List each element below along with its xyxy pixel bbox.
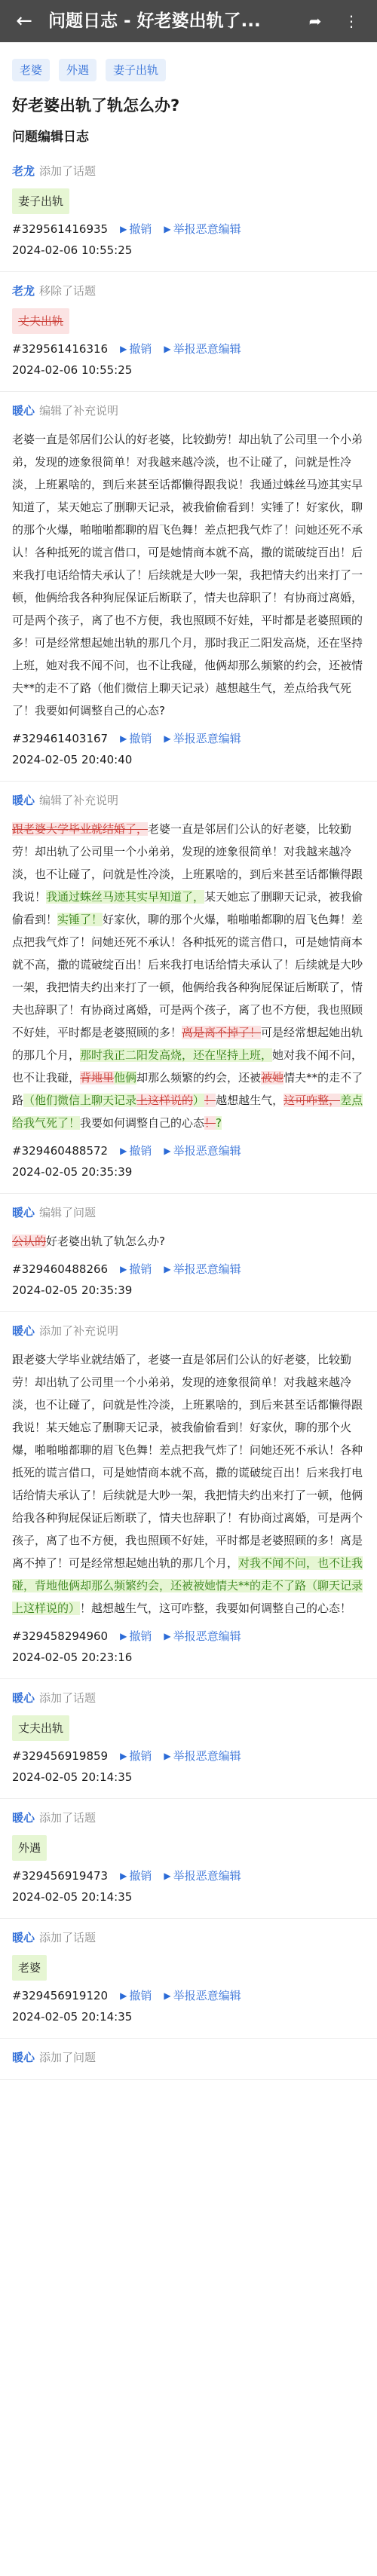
revoke-button[interactable]: [120, 1626, 152, 1647]
triangle-icon: ▶: [164, 1631, 171, 1641]
deleted-text: 上这样说的: [136, 1094, 194, 1107]
diff-text: [12, 1348, 365, 1620]
editor-username[interactable]: 暖心: [12, 404, 35, 418]
revoke-label: 撤销: [129, 222, 152, 236]
report-button[interactable]: [164, 1985, 241, 2006]
removed-topic-chip: 丈夫出轨: [12, 308, 69, 334]
diff-text: [12, 1230, 365, 1253]
edit-action-text: 添加了补充说明: [39, 1324, 119, 1338]
back-arrow-icon[interactable]: ←: [16, 10, 32, 32]
question-title[interactable]: 好老婆出轨了轨怎么办?: [12, 96, 180, 115]
edit-timestamp: 2024-02-06 10:55:25: [12, 243, 133, 257]
log-header: [12, 1320, 365, 1342]
log-header: [12, 1807, 365, 1829]
inserted-text: 对我不闻不问，也不让我碰，背地他俩却那么频繁约会，还被被她情夫**的走不了路（聊天记录上这样说的）: [12, 1556, 363, 1615]
report-label: 举报恶意编辑: [173, 1869, 241, 1883]
log-meta: [12, 728, 365, 770]
page-title: 问题日志 - 好老婆出轨了...: [48, 11, 261, 31]
unchanged-text: 某天她忘了删聊天记录，被我偷偷看到！: [12, 890, 363, 926]
deleted-text: ！: [204, 1116, 216, 1130]
triangle-icon: ▶: [164, 1751, 171, 1761]
report-button[interactable]: [164, 1745, 241, 1767]
revision-number: #329456919473: [12, 1869, 109, 1883]
report-button[interactable]: [164, 1259, 241, 1280]
log-meta: [12, 219, 365, 261]
log-meta: [12, 1865, 365, 1908]
report-label: 举报恶意编辑: [173, 1144, 241, 1158]
report-label: 举报恶意编辑: [173, 1749, 241, 1763]
report-button[interactable]: [164, 1140, 241, 1161]
triangle-icon: ▶: [120, 733, 127, 744]
edit-timestamp: 2024-02-05 20:23:16: [12, 1651, 133, 1664]
deleted-text: 背地里: [80, 1071, 115, 1085]
log-meta: [12, 1985, 365, 2027]
triangle-icon: ▶: [164, 1146, 171, 1156]
edit-log-entry: [0, 392, 377, 782]
unchanged-text: 却那么频繁的约会，还被: [136, 1071, 262, 1085]
revision-number: #329456919120: [12, 1989, 109, 2002]
edit-timestamp: 2024-02-05 20:14:35: [12, 1890, 133, 1904]
triangle-icon: ▶: [164, 1990, 171, 2001]
revoke-button[interactable]: [120, 1865, 152, 1886]
log-meta: [12, 1626, 365, 1668]
edit-log-entry: [0, 2039, 377, 2080]
edit-log-entry: [0, 782, 377, 1194]
log-header: [12, 1926, 365, 1949]
topic-tag[interactable]: 老婆: [12, 59, 50, 81]
top-bar: [0, 0, 377, 42]
edit-log-entry: [0, 1799, 377, 1919]
unchanged-text: ！越想越生气，这可咋整，我要如何调整自己的心态！: [80, 1602, 352, 1615]
log-meta: [12, 338, 365, 381]
revoke-button[interactable]: [120, 219, 152, 240]
editor-username[interactable]: 老龙: [12, 164, 35, 178]
revoke-label: 撤销: [129, 1262, 152, 1276]
inserted-text: ）: [193, 1094, 205, 1107]
editor-username[interactable]: 老龙: [12, 284, 35, 298]
log-header: [12, 1201, 365, 1224]
inserted-text: （他们微信上聊天记录: [23, 1094, 137, 1107]
triangle-icon: ▶: [120, 1264, 127, 1274]
report-label: 举报恶意编辑: [173, 1629, 241, 1643]
edit-timestamp: 2024-02-05 20:14:35: [12, 2010, 133, 2024]
revoke-label: 撤销: [129, 732, 152, 745]
deleted-text: 跟老婆大学毕业就结婚了，: [12, 822, 149, 836]
inserted-text: 我通过蛛丝马迹其实早知道了，: [46, 890, 205, 904]
editor-username[interactable]: 暖心: [12, 794, 35, 807]
topic-tags: [0, 42, 377, 89]
editor-username[interactable]: 暖心: [12, 2051, 35, 2064]
edit-log-entry: [0, 1919, 377, 2039]
editor-username[interactable]: 暖心: [12, 1206, 35, 1219]
triangle-icon: ▶: [164, 733, 171, 744]
log-header: [12, 1687, 365, 1709]
deleted-text: 这可咋整，: [284, 1094, 341, 1107]
edit-action-text: 移除了话题: [39, 284, 97, 298]
revoke-label: 撤销: [129, 1629, 152, 1643]
unchanged-text: 可是经常想起她出轨的那几个月，: [12, 1026, 363, 1062]
triangle-icon: ▶: [164, 1264, 171, 1274]
log-meta: [12, 1140, 365, 1182]
revoke-button[interactable]: [120, 338, 152, 359]
edit-action-text: 添加了话题: [39, 1691, 97, 1705]
unchanged-text: 越想越生气，: [216, 1094, 284, 1107]
report-button[interactable]: [164, 728, 241, 749]
log-header: [12, 280, 365, 302]
added-topic-chip: 老婆: [12, 1955, 47, 1981]
edit-log-entry: [0, 1679, 377, 1799]
inserted-text: 实锤了！: [57, 913, 103, 926]
diff-text: [12, 428, 365, 722]
unchanged-text: 跟老婆大学毕业就结婚了，老婆一直是邻居们公认的好老婆，比较勤劳！却出轨了公司里一个小弟弟，发现的迹象很简单！对我越来越冷淡，也不让碰了，问就是性冷淡，上班累啥的，到后来甚至话都懒得跟我说！某天她忘了删聊天记录，被我偷偷看到！好家伙，聊的那个火爆，啪啪啪都聊的眉飞色舞！差点把我气炸了！问她还死不承认！各种抵死的谎言借口，可是她情商本就不高，撒的谎破绽百出！后来我打电话给情夫承认了！后续就是大吵一架，我把情夫约出来打了一顿，他俩给我各种狗屁保证后断联了，情夫也辞职了！有协商过离婚，可是两个孩子，离了也不方便，我也照顾不好娃，平时都是老婆照顾的多！离是离不掉了！可是经常想起她出轨的那几个月，: [12, 1353, 363, 1570]
triangle-icon: ▶: [120, 1751, 127, 1761]
unchanged-text: 好老婆出轨了轨怎么办?: [46, 1234, 165, 1248]
report-button[interactable]: [164, 1865, 241, 1886]
revision-number: #329458294960: [12, 1629, 109, 1643]
revoke-label: 撤销: [129, 342, 152, 356]
edit-action-text: 添加了话题: [39, 164, 97, 178]
log-meta: [12, 1745, 365, 1788]
triangle-icon: ▶: [120, 1871, 127, 1881]
revision-number: #329561416316: [12, 342, 109, 356]
revision-number: #329460488572: [12, 1144, 109, 1158]
inserted-text: ?: [216, 1116, 222, 1130]
inserted-text: 差点给我气死了！: [12, 1094, 363, 1130]
log-header: [12, 789, 365, 812]
edit-action-text: 编辑了补充说明: [39, 404, 119, 418]
report-button[interactable]: [164, 338, 241, 359]
report-label: 举报恶意编辑: [173, 222, 241, 236]
deleted-text: 离是离不掉了！: [182, 1026, 262, 1039]
edit-action-text: 添加了话题: [39, 1931, 97, 1944]
added-topic-chip: 丈夫出轨: [12, 1715, 69, 1741]
editor-username[interactable]: 暖心: [12, 1931, 35, 1944]
triangle-icon: ▶: [120, 344, 127, 354]
triangle-icon: ▶: [120, 1146, 127, 1156]
inserted-text: 他俩: [114, 1071, 137, 1085]
triangle-icon: ▶: [120, 1631, 127, 1641]
revision-number: #329460488266: [12, 1262, 109, 1276]
edit-log-entry: [0, 272, 377, 392]
log-header: [12, 399, 365, 422]
inserted-text: 那时我正二阳发高烧，还在坚持上班，: [80, 1048, 273, 1062]
log-meta: [12, 1259, 365, 1301]
editor-username[interactable]: 暖心: [12, 1324, 35, 1338]
triangle-icon: ▶: [120, 224, 127, 234]
revoke-button[interactable]: [120, 1259, 152, 1280]
report-button[interactable]: [164, 219, 241, 240]
unchanged-text: 她对我不闻不问，也不让我碰，: [12, 1048, 363, 1085]
revoke-label: 撤销: [129, 1144, 152, 1158]
edit-log-list: [0, 152, 377, 2080]
edit-log-entry: [0, 1194, 377, 1312]
report-label: 举报恶意编辑: [173, 732, 241, 745]
unchanged-text: 情夫**的走不了路: [12, 1071, 363, 1107]
revoke-label: 撤销: [129, 1749, 152, 1763]
triangle-icon: ▶: [120, 1990, 127, 2001]
unchanged-text: 好家伙，聊的那个火爆，啪啪啪都聊的眉飞色舞！差点把我气炸了！问她还死不承认！各种抵死的谎言借口，可是她情商本就不高，撒的谎破绽百出！后来我打电话给情夫承认了！后续就是大吵一架，我把情夫约出来打了一顿，他俩给我各种狗屁保证后断联了，情夫也辞职了！有协商过离婚，可是两个孩子，离了也不方便，我也照顾不好娃，平时都是老婆照顾的多！: [12, 913, 363, 1039]
log-header: [12, 160, 365, 182]
edit-timestamp: 2024-02-05 20:40:40: [12, 753, 133, 766]
deleted-text: 被她: [261, 1071, 284, 1085]
unchanged-text: 老婆一直是邻居们公认的好老婆，比较勤劳！却出轨了公司里一个小弟弟，发现的迹象很简单！对我越来越冷淡，也不让碰了，问就是性冷淡，上班累啥的，到后来甚至话都懒得跟我说！我通过蛛丝马迹其实早知道了，某天她忘了删聊天记录，被我偷偷看到！实锤了！好家伙，聊的那个火爆，啪啪啪都聊的眉飞色舞！差点把我气炸了！问她还死不承认！各种抵死的谎言借口，可是她情商本就不高，撒的谎破绽百出！后来我打电话给情夫承认了！后续就是大吵一架，我把情夫约出来打了一顿，他俩给我各种狗屁保证后断联了，情夫也辞职了！有协商过离婚，可是两个孩子，离了也不方便，我也照顾不好娃，平时都是老婆照顾的多！可是经常想起她出轨的那几个月，那时我正二阳发高烧，还在坚持上班，她对我不闻不问，也不让我碰，他俩却那么频繁的约会，还被情夫**的走不了路（他们微信上聊天记录）越想越生气，差点给我气死了！我要如何调整自己的心态?: [12, 433, 363, 717]
topic-tag[interactable]: 外遇: [59, 59, 97, 81]
edit-action-text: 编辑了问题: [39, 1206, 97, 1219]
more-options-icon[interactable]: ⋮: [344, 12, 359, 30]
revision-number: #329561416935: [12, 222, 109, 236]
share-icon[interactable]: ➦: [308, 12, 322, 30]
editor-username[interactable]: 暖心: [12, 1691, 35, 1705]
revoke-label: 撤销: [129, 1869, 152, 1883]
editor-username[interactable]: 暖心: [12, 1811, 35, 1825]
section-title: 问题编辑日志: [12, 130, 89, 145]
report-label: 举报恶意编辑: [173, 1262, 241, 1276]
edit-timestamp: 2024-02-05 20:14:35: [12, 1770, 133, 1784]
edit-action-text: 添加了问题: [39, 2051, 97, 2064]
triangle-icon: ▶: [164, 1871, 171, 1881]
triangle-icon: ▶: [164, 224, 171, 234]
edit-action-text: 编辑了补充说明: [39, 794, 119, 807]
report-label: 举报恶意编辑: [173, 1989, 241, 2002]
deleted-text: ！: [204, 1094, 216, 1107]
topic-tag[interactable]: 妻子出轨: [106, 59, 166, 81]
revoke-button[interactable]: [120, 728, 152, 749]
added-topic-chip: 外遇: [12, 1835, 47, 1861]
edit-log-entry: [0, 152, 377, 272]
added-topic-chip: 妻子出轨: [12, 188, 69, 214]
revoke-button[interactable]: [120, 1745, 152, 1767]
unchanged-text: 我要如何调整自己的心态: [80, 1116, 205, 1130]
diff-text: [12, 818, 365, 1134]
revoke-button[interactable]: [120, 1985, 152, 2006]
edit-timestamp: 2024-02-05 20:35:39: [12, 1283, 133, 1297]
unchanged-text: 老婆一直是邻居们公认的好老婆，比较勤劳！却出轨了公司里一个小弟弟，发现的迹象很简单！对我越来越冷淡，也不让碰了，问就是性冷淡，上班累啥的，到后来甚至话都懒得跟我说！: [12, 822, 363, 904]
log-header: [12, 2046, 365, 2069]
edit-timestamp: 2024-02-05 20:35:39: [12, 1165, 133, 1179]
revoke-button[interactable]: [120, 1140, 152, 1161]
deleted-text: 公认的: [12, 1234, 47, 1248]
revoke-label: 撤销: [129, 1989, 152, 2002]
edit-timestamp: 2024-02-06 10:55:25: [12, 363, 133, 377]
report-button[interactable]: [164, 1626, 241, 1647]
report-label: 举报恶意编辑: [173, 342, 241, 356]
revision-number: #329461403167: [12, 732, 109, 745]
edit-log-entry: [0, 1312, 377, 1679]
triangle-icon: ▶: [164, 344, 171, 354]
edit-action-text: 添加了话题: [39, 1811, 97, 1825]
revision-number: #329456919859: [12, 1749, 109, 1763]
